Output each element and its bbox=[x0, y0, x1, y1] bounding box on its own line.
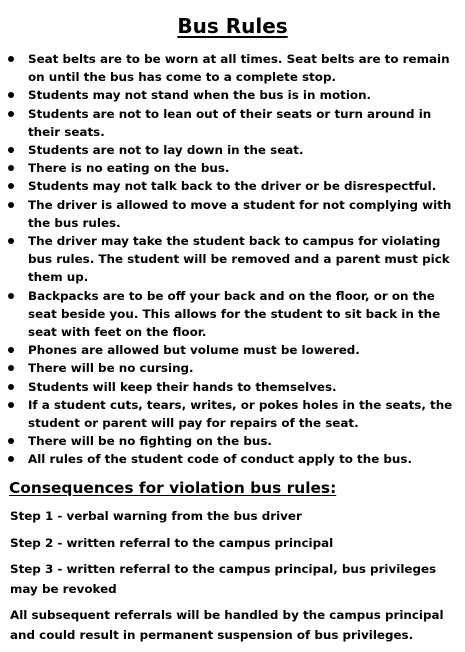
rule-item bbox=[0, 232, 465, 287]
bullet-icon bbox=[8, 165, 14, 171]
bullet-icon bbox=[8, 365, 14, 371]
bullet-icon bbox=[8, 238, 14, 244]
rule-item bbox=[0, 159, 465, 177]
rule-text: If a student cuts, tears, writes, or pokes holes in the seats, the student or parent will pay for repairs of the seat. bbox=[28, 397, 453, 431]
rule-item bbox=[0, 378, 465, 396]
bullet-icon bbox=[8, 438, 14, 444]
consequence-subsequent: All subsequent referrals will be handled by the campus principal and could result in permanent suspension of bus privileges. bbox=[10, 608, 444, 642]
bullet-icon bbox=[8, 293, 14, 299]
rules-list bbox=[0, 50, 465, 469]
rule-text: Students are not to lay down in the seat. bbox=[28, 143, 304, 158]
rule-item bbox=[0, 50, 465, 86]
rule-text: There is no eating on the bus. bbox=[28, 161, 230, 176]
bullet-icon bbox=[8, 147, 14, 153]
consequence-step-2: Step 2 - written referral to the campus principal bbox=[10, 535, 334, 550]
consequences-heading: Consequences for violation bus rules: bbox=[9, 479, 337, 497]
rule-text: The driver may take the student back to campus for violating bus rules. The student will be removed and a parent must pick them up. bbox=[28, 234, 450, 285]
bullet-icon bbox=[8, 456, 14, 462]
rule-item bbox=[0, 196, 465, 232]
rule-text: Students are not to lean out of their seats or turn around in their seats. bbox=[28, 106, 432, 139]
bullet-icon bbox=[8, 183, 14, 189]
rule-item bbox=[0, 141, 465, 159]
rule-item bbox=[0, 105, 465, 141]
rule-text: There will be no fighting on the bus. bbox=[28, 434, 272, 449]
rule-item bbox=[0, 86, 465, 104]
rule-text: All rules of the student code of conduct apply to the bus. bbox=[28, 452, 412, 467]
rule-text: There will be no cursing. bbox=[28, 361, 194, 376]
bullet-icon bbox=[8, 384, 14, 390]
rule-item bbox=[0, 396, 465, 432]
rule-item bbox=[0, 287, 465, 342]
rule-text: Phones are allowed but volume must be lowered. bbox=[28, 343, 360, 358]
rule-item bbox=[0, 432, 465, 450]
bullet-icon bbox=[8, 56, 14, 62]
bullet-icon bbox=[8, 202, 14, 208]
consequence-step-1: Step 1 - verbal warning from the bus driver bbox=[10, 509, 302, 523]
consequence-step-3: Step 3 - written referral to the campus principal, bus privileges may be revoked bbox=[10, 562, 437, 596]
rule-text: Backpacks are to be off your back and on the floor, or on the seat beside you. This allows for the student to sit back in the seat with feet on the floor. bbox=[28, 288, 441, 340]
bullet-icon bbox=[8, 347, 14, 353]
rule-item bbox=[0, 359, 465, 377]
bullet-icon bbox=[8, 402, 14, 408]
rule-item bbox=[0, 341, 465, 359]
rule-text: The driver is allowed to move a student for not complying with the bus rules. bbox=[28, 197, 452, 230]
rule-text: Students will keep their hands to themselves. bbox=[28, 379, 337, 394]
rule-item bbox=[0, 177, 465, 195]
rule-item bbox=[0, 450, 465, 468]
bullet-icon bbox=[8, 92, 14, 98]
bullet-icon bbox=[8, 111, 14, 117]
rule-text: Seat belts are to be worn at all times. Seat belts are to remain on until the bus has come to a complete stop. bbox=[28, 52, 450, 85]
page-title: Bus Rules bbox=[177, 14, 288, 38]
consequences-list bbox=[10, 507, 459, 652]
rule-text: Students may not talk back to the driver or be disrespectful. bbox=[28, 179, 437, 194]
rule-text: Students may not stand when the bus is in motion. bbox=[28, 88, 372, 103]
